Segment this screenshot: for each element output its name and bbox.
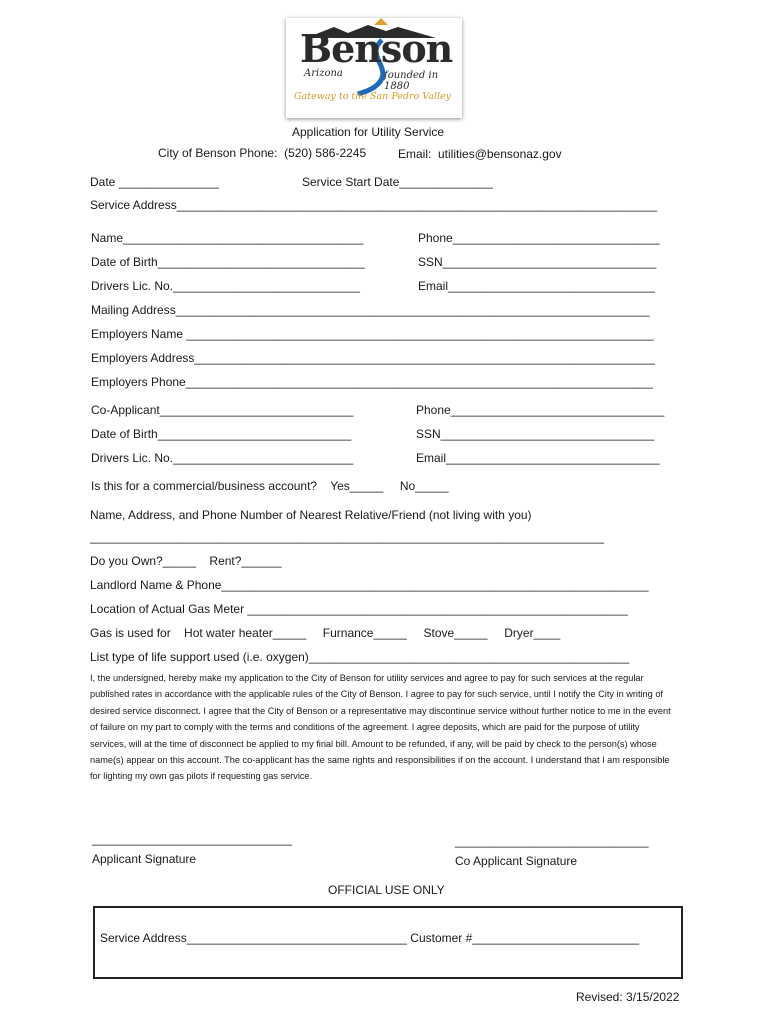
date-of-birth-field[interactable]: Date of Birth_______________________________ <box>91 255 365 269</box>
applicant-signature-label: Applicant Signature <box>92 852 197 866</box>
benson-logo <box>286 18 462 118</box>
email-field[interactable]: Email_______________________________ <box>418 279 655 293</box>
logo-founded: founded in 1880 <box>384 70 439 92</box>
employers-phone-field[interactable]: Employers Phone______________________________________________________________________ <box>91 375 653 389</box>
commercial-account-question[interactable]: Is this for a commercial/business account? Yes_____ No_____ <box>91 479 449 493</box>
city-phone: City of Benson Phone: (520) 586-2245 <box>158 146 367 160</box>
gas-usage-field[interactable]: Gas is used for Hot water heater_____ Furnance_____ Stove_____ Dryer____ <box>90 626 561 640</box>
official-use-title: OFFICIAL USE ONLY <box>328 883 445 897</box>
landlord-field[interactable]: Landlord Name & Phone________________________________________________________________ <box>90 578 649 592</box>
co-applicant-phone-field[interactable]: Phone________________________________ <box>416 403 665 417</box>
service-start-date-field[interactable]: Service Start Date______________ <box>302 175 493 189</box>
nearest-relative-field[interactable]: _____________________________________________________________________________ <box>90 530 604 544</box>
employers-name-field[interactable]: Employers Name ______________________________________________________________________ <box>91 327 654 341</box>
phone-field[interactable]: Phone_______________________________ <box>418 231 660 245</box>
city-email: Email: utilities@bensonaz.gov <box>398 147 562 161</box>
official-service-address-customer-field[interactable]: Service Address_________________________________ Customer #_________________________ <box>100 931 640 945</box>
service-address-field[interactable]: Service Address________________________________________________________________________ <box>90 198 658 212</box>
nearest-relative-label: Name, Address, and Phone Number of Nearest Relative/Friend (not living with you) <box>90 508 532 522</box>
date-field[interactable]: Date _______________ <box>90 175 219 189</box>
applicant-signature-line[interactable]: ______________________________ <box>92 832 293 846</box>
co-applicant-dob-field[interactable]: Date of Birth_____________________________ <box>91 427 352 441</box>
revised-date: Revised: 3/15/2022 <box>576 990 680 1004</box>
drivers-license-field[interactable]: Drivers Lic. No.____________________________ <box>91 279 360 293</box>
mailing-address-field[interactable]: Mailing Address_______________________________________________________________________ <box>91 303 650 317</box>
co-applicant-drivers-license-field[interactable]: Drivers Lic. No.___________________________ <box>91 451 354 465</box>
logo-name: Benson <box>300 26 453 71</box>
own-rent-field[interactable]: Do you Own?_____ Rent?______ <box>90 554 282 568</box>
official-use-box <box>93 906 683 979</box>
life-support-field[interactable]: List type of life support used (i.e. oxygen)________________________________________________ <box>90 650 630 664</box>
form-title: Application for Utility Service <box>292 125 445 139</box>
logo-tagline: Gateway to the San Pedro Valley <box>294 91 451 102</box>
co-applicant-email-field[interactable]: Email________________________________ <box>416 451 660 465</box>
name-field[interactable]: Name____________________________________ <box>91 231 364 245</box>
logo-state: Arizona <box>304 68 343 79</box>
agreement-text: I, the undersigned, hereby make my application to the City of Benson for utility services and agree to pay for such services at the regular published rates in accordance with the applicable rules of the City of Benson. I agree to pay for such service, until I notify the City in writing of desired service disconnect. I agree that the City of Benson or a representative may discontinue service without further notice to me in the event of failure on my part to comply with the terms and conditions of the agreement. I agree deposits, which are paid for the purpose of utility services, will at the time of disconnect be applied to my final bill. Amount to be refunded, if any, will be paid by check to the person(s) whose name(s) appear on this account. The co-applicant has the same rights and responsibilities if on the account. I understand that I am responsible for lighting my own gas pilots if requesting gas service. <box>90 673 671 782</box>
ssn-field[interactable]: SSN________________________________ <box>418 255 657 269</box>
employers-address-field[interactable]: Employers Address_____________________________________________________________________ <box>91 351 655 365</box>
co-applicant-signature-label: Co Applicant Signature <box>455 854 578 868</box>
co-applicant-signature-line[interactable]: _____________________________ <box>455 834 649 848</box>
co-applicant-ssn-field[interactable]: SSN________________________________ <box>416 427 655 441</box>
gas-meter-location-field[interactable]: Location of Actual Gas Meter _________________________________________________________ <box>90 602 628 616</box>
co-applicant-field[interactable]: Co-Applicant_____________________________ <box>91 403 354 417</box>
